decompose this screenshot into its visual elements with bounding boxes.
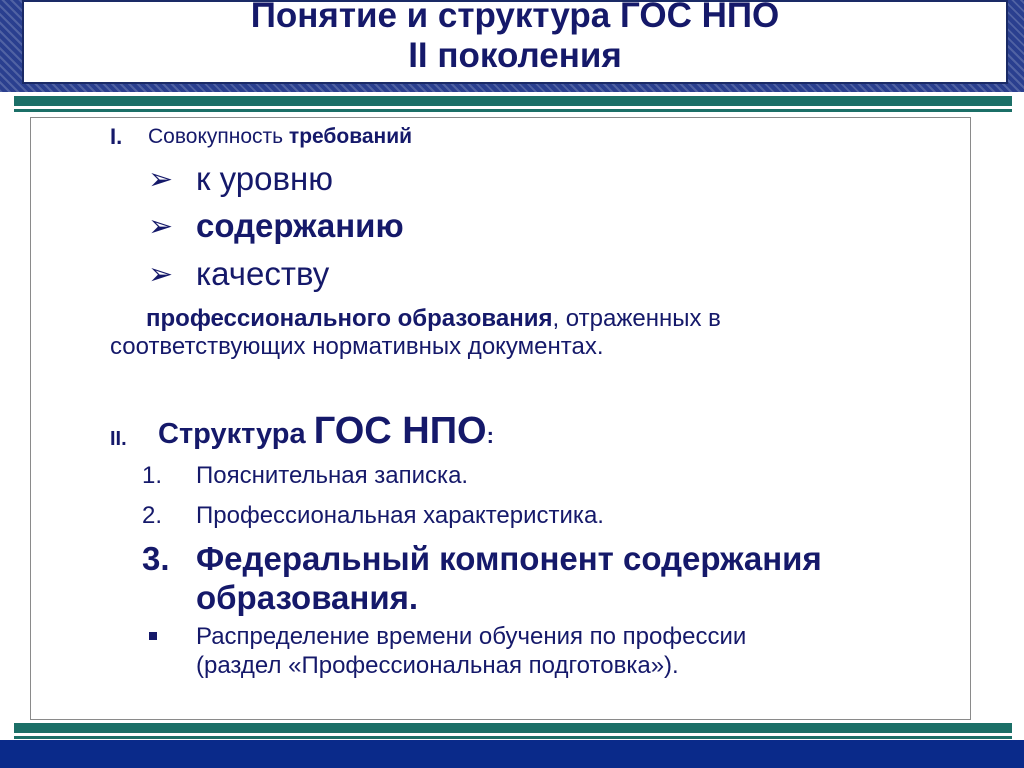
section1-label: I.	[110, 124, 123, 149]
section2-title-word2: ГОС НПО	[313, 410, 487, 452]
item-number: 2.	[142, 502, 163, 529]
item-number: 3.	[142, 540, 170, 577]
divider-top-thin	[14, 109, 1012, 112]
divider-top	[14, 96, 1012, 106]
arrow-bullet-icon: ➢	[148, 162, 174, 196]
sub-bullet-text: Распределение времени обучения по профессии	[196, 623, 747, 650]
section1-paragraph-line2: соответствующих нормативных документах.	[110, 333, 604, 360]
bullet-text: к уровню	[196, 160, 333, 197]
section1-intro-prefix: Совокупность	[148, 125, 289, 148]
section1-intro-bold: требований	[288, 125, 413, 148]
section2-label: II.	[110, 428, 127, 450]
arrow-bullet-icon: ➢	[148, 209, 174, 243]
title-box	[22, 0, 1008, 84]
section2-title-colon: :	[486, 423, 494, 448]
sub-bullet-text-line2: (раздел «Профессиональная подготовка»).	[196, 652, 679, 679]
section2-title-word1: Структура	[158, 418, 314, 450]
slide-title-line1: Понятие и структура ГОС НПО	[250, 0, 780, 35]
list-item	[148, 255, 329, 293]
footer-background	[0, 740, 1024, 768]
section1-intro	[148, 125, 412, 149]
section1-paragraph	[146, 305, 721, 333]
arrow-bullet-icon: ➢	[148, 257, 174, 291]
bullet-text: содержанию	[196, 207, 404, 244]
paragraph-bold: профессионального образования	[146, 305, 553, 332]
item-text: Профессиональная характеристика.	[196, 502, 604, 529]
list-item	[148, 207, 404, 245]
item-text: Федеральный компонент содержания	[196, 540, 822, 577]
divider-bottom-thin	[14, 736, 1012, 739]
item-number: 1.	[142, 462, 163, 489]
section2-title	[158, 410, 494, 453]
slide-title-line2: II поколения	[408, 36, 622, 75]
divider-bottom	[14, 723, 1012, 733]
bullet-text: качеству	[196, 255, 330, 292]
list-item	[148, 160, 333, 198]
item-text-line2: образования.	[196, 579, 419, 616]
square-bullet-icon	[149, 632, 157, 640]
item-text: Пояснительная записка.	[196, 462, 469, 489]
paragraph-rest: , отраженных в	[552, 305, 721, 332]
